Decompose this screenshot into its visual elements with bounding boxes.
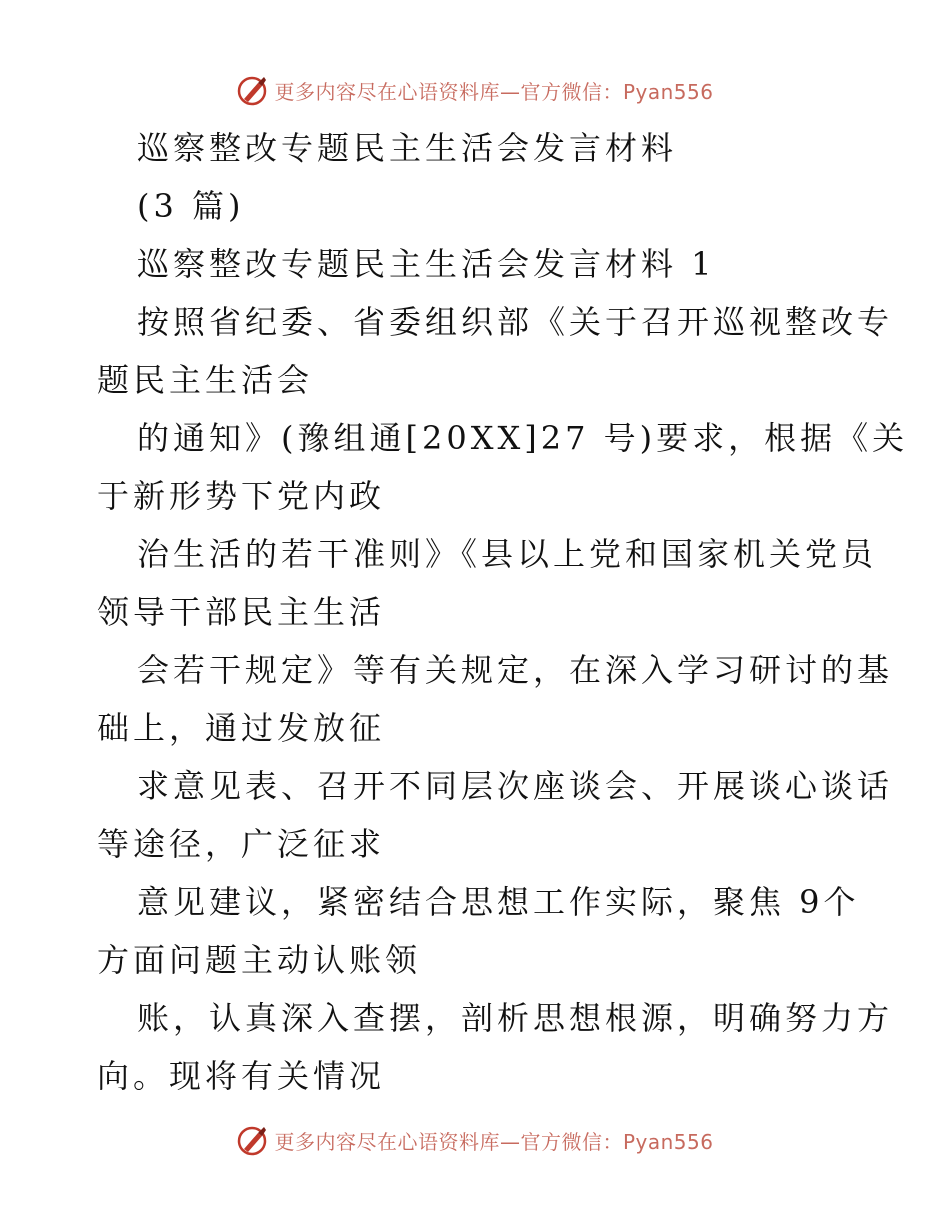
text-line: 方面问题主动认账领	[97, 941, 422, 979]
text-line: 的通知》(豫组通[20XX]27 号)要求，根据《关	[137, 419, 909, 457]
text-line: 求意见表、召开不同层次座谈会、开展谈心谈话	[137, 767, 894, 805]
pen-logo-icon	[236, 1123, 270, 1157]
text-line: 会若干规定》等有关规定，在深入学习研讨的基	[137, 651, 894, 689]
document-title: 巡察整改专题民主生活会发言材料	[137, 129, 678, 167]
text-line: 按照省纪委、省委组织部《关于召开巡视整改专	[137, 303, 894, 341]
text-line: 础上，通过发放征	[97, 709, 386, 747]
text-line: 治生活的若干准则》《县以上党和国家机关党员	[137, 535, 878, 573]
footer-banner	[0, 1120, 950, 1160]
section-heading: 巡察整改专题民主生活会发言材料 1	[137, 245, 716, 283]
text-line: 等途径，广泛征求	[97, 825, 386, 863]
banner-text: 更多内容尽在心语资料库—官方微信：Pyan556	[274, 79, 714, 104]
text-line: 题民主生活会	[97, 361, 314, 399]
text-line: 于新形势下党内政	[97, 477, 386, 515]
banner-text: 更多内容尽在心语资料库—官方微信：Pyan556	[274, 1129, 714, 1154]
text-line: 领导干部民主生活	[97, 593, 386, 631]
document-subtitle: (3 篇)	[137, 187, 245, 225]
text-line: 意见建议，紧密结合思想工作实际，聚焦 9个	[137, 883, 860, 921]
text-line: 账，认真深入查摆，剖析思想根源，明确努力方	[137, 999, 894, 1037]
text-line: 向。现将有关情况	[97, 1057, 386, 1095]
